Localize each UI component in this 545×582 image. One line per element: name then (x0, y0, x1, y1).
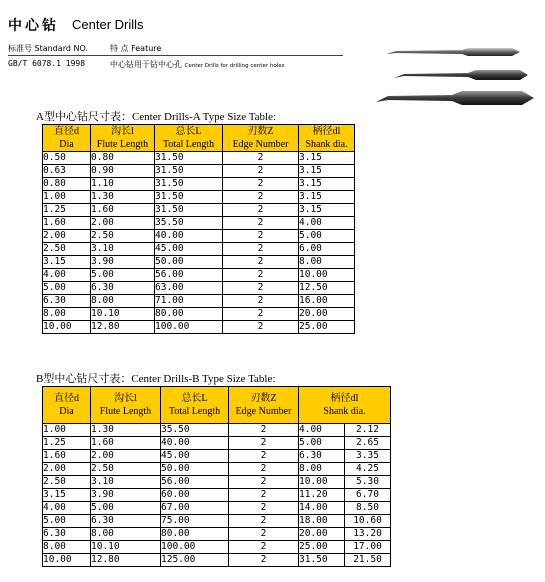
feature-label: 特 点 Feature (110, 44, 162, 53)
table-cell: 2 (229, 554, 299, 567)
table-cell: 2 (223, 321, 299, 334)
table-row (43, 528, 391, 541)
table-cell: 3.15 (299, 152, 355, 165)
table-cell: 50.00 (161, 463, 229, 476)
table-cell: 6.00 (299, 243, 355, 256)
table-cell: 2.50 (91, 463, 161, 476)
table-cell: 1.60 (91, 437, 161, 450)
table-cell: 12.80 (91, 554, 161, 567)
table-cell: 0.80 (43, 178, 91, 191)
table-row (43, 463, 391, 476)
table-cell: 2 (229, 437, 299, 450)
table-a (42, 124, 355, 334)
table-cell: 5.00 (43, 515, 91, 528)
table-cell: 67.00 (161, 502, 229, 515)
table-cell: 1.10 (91, 178, 155, 191)
table-cell: 2 (223, 269, 299, 282)
table-cell: 75.00 (161, 515, 229, 528)
table-cell: 2 (223, 178, 299, 191)
table-cell: 2 (229, 463, 299, 476)
table-row (43, 178, 355, 191)
table-cell: 25.00 (299, 541, 345, 554)
table-a-caption: A型中心钻尺寸表：Center Drills-A Type Size Table: (36, 111, 277, 123)
table-cell: 20.00 (299, 308, 355, 321)
table-cell: 10.00 (299, 476, 345, 489)
standard-value: GB/T 6078.1 1998 (8, 59, 86, 68)
table-cell: 8.50 (345, 502, 391, 515)
drill-bit-1 (386, 48, 520, 56)
table-cell: 3.15 (299, 191, 355, 204)
table-cell: 2.00 (43, 463, 91, 476)
table-cell: 2 (229, 476, 299, 489)
table-b-header-cell: 直径d Dia (43, 387, 91, 424)
table-row (43, 489, 391, 502)
table-cell: 31.50 (155, 152, 223, 165)
table-cell: 10.00 (299, 269, 355, 282)
table-cell: 2 (229, 528, 299, 541)
table-row (43, 204, 355, 217)
table-cell: 4.00 (299, 217, 355, 230)
table-cell: 0.90 (91, 165, 155, 178)
table-cell: 40.00 (161, 437, 229, 450)
table-cell: 1.60 (43, 450, 91, 463)
table-cell: 125.00 (161, 554, 229, 567)
table-cell: 2.12 (345, 424, 391, 437)
table-cell: 31.50 (155, 178, 223, 191)
feature-value-en: Center Drills for drilling center holes (184, 63, 285, 69)
table-cell: 3.15 (299, 165, 355, 178)
table-b-header-cell: 沟长l Flute Length (91, 387, 161, 424)
table-cell: 25.00 (299, 321, 355, 334)
table-row (43, 230, 355, 243)
table-cell: 2.00 (91, 217, 155, 230)
table-cell: 10.10 (91, 308, 155, 321)
table-b-header-row (43, 387, 391, 424)
table-a-header-row (43, 125, 355, 152)
table-b-caption: B型中心钻尺寸表：Center Drills-B Type Size Table: (36, 373, 276, 385)
table-cell: 8.00 (91, 528, 161, 541)
table-cell: 17.00 (345, 541, 391, 554)
table-row (43, 321, 355, 334)
table-b-body (43, 424, 391, 567)
table-cell: 3.15 (43, 489, 91, 502)
table-cell: 2 (229, 541, 299, 554)
header-divider (8, 55, 343, 56)
table-cell: 2 (223, 256, 299, 269)
table-cell: 71.00 (155, 295, 223, 308)
page-title-cn: 中心钻 (8, 18, 59, 34)
table-cell: 35.50 (155, 217, 223, 230)
table-a-body (43, 152, 355, 334)
table-cell: 16.00 (299, 295, 355, 308)
table-cell: 40.00 (155, 230, 223, 243)
table-cell: 2.65 (345, 437, 391, 450)
table-row (43, 541, 391, 554)
table-cell: 8.00 (299, 256, 355, 269)
table-cell: 13.20 (345, 528, 391, 541)
table-cell: 2.00 (43, 230, 91, 243)
table-row (43, 308, 355, 321)
table-b (42, 386, 391, 567)
table-cell: 0.80 (91, 152, 155, 165)
table-b-header-cell: 总长L Total Length (161, 387, 229, 424)
table-row (43, 502, 391, 515)
table-cell: 2 (223, 308, 299, 321)
table-cell: 10.00 (43, 321, 91, 334)
table-cell: 45.00 (155, 243, 223, 256)
table-row (43, 295, 355, 308)
table-cell: 6.30 (43, 528, 91, 541)
table-row (43, 191, 355, 204)
table-cell: 31.50 (155, 165, 223, 178)
table-row (43, 282, 355, 295)
center-drills-image (372, 40, 544, 112)
table-cell: 56.00 (161, 476, 229, 489)
table-cell: 4.00 (43, 269, 91, 282)
table-cell: 5.00 (91, 269, 155, 282)
table-cell: 21.50 (345, 554, 391, 567)
table-cell: 8.00 (43, 541, 91, 554)
table-row (43, 450, 391, 463)
table-row (43, 515, 391, 528)
table-cell: 31.50 (155, 191, 223, 204)
table-row (43, 217, 355, 230)
table-cell: 1.25 (43, 204, 91, 217)
table-cell: 100.00 (155, 321, 223, 334)
table-cell: 8.00 (91, 295, 155, 308)
table-row (43, 152, 355, 165)
table-cell: 6.30 (91, 515, 161, 528)
table-a-header-cell: 总长L Total Length (155, 125, 223, 152)
table-cell: 2 (223, 191, 299, 204)
table-a-header-cell: 直径d Dia (43, 125, 91, 152)
table-cell: 35.50 (161, 424, 229, 437)
feature-value (110, 59, 284, 70)
table-row (43, 256, 355, 269)
table-cell: 5.00 (43, 282, 91, 295)
table-cell: 5.00 (299, 437, 345, 450)
table-cell: 2 (223, 282, 299, 295)
table-cell: 2 (229, 424, 299, 437)
table-cell: 56.00 (155, 269, 223, 282)
table-cell: 2 (223, 230, 299, 243)
table-cell: 2 (223, 295, 299, 308)
table-cell: 1.60 (91, 204, 155, 217)
table-cell: 3.10 (91, 243, 155, 256)
table-cell: 45.00 (161, 450, 229, 463)
table-row (43, 243, 355, 256)
table-cell: 2.50 (43, 243, 91, 256)
drill-bit-2 (394, 70, 528, 80)
table-cell: 11.20 (299, 489, 345, 502)
table-cell: 5.00 (91, 502, 161, 515)
table-cell: 10.60 (345, 515, 391, 528)
table-cell: 4.00 (299, 424, 345, 437)
table-cell: 3.90 (91, 256, 155, 269)
table-row (43, 476, 391, 489)
table-row (43, 269, 355, 282)
table-cell: 3.10 (91, 476, 161, 489)
table-cell: 1.60 (43, 217, 91, 230)
table-row (43, 165, 355, 178)
table-row (43, 554, 391, 567)
table-cell: 10.10 (91, 541, 161, 554)
table-cell: 4.00 (43, 502, 91, 515)
drill-bit-3 (376, 91, 534, 105)
table-b-header-cell: 柄径dl Shank dia. (299, 387, 391, 424)
table-cell: 2.00 (91, 450, 161, 463)
table-cell: 8.00 (299, 463, 345, 476)
table-cell: 12.50 (299, 282, 355, 295)
table-cell: 1.00 (43, 424, 91, 437)
table-a-header-cell: 柄径dl Shank dia. (299, 125, 355, 152)
table-cell: 100.00 (161, 541, 229, 554)
table-cell: 6.30 (91, 282, 155, 295)
table-cell: 6.70 (345, 489, 391, 502)
table-cell: 14.00 (299, 502, 345, 515)
table-cell: 1.30 (91, 191, 155, 204)
table-cell: 2 (223, 243, 299, 256)
table-cell: 2 (229, 489, 299, 502)
table-cell: 8.00 (43, 308, 91, 321)
table-cell: 2.50 (43, 476, 91, 489)
table-cell: 2 (223, 152, 299, 165)
table-cell: 3.15 (43, 256, 91, 269)
table-cell: 60.00 (161, 489, 229, 502)
table-cell: 80.00 (155, 308, 223, 321)
table-cell: 2 (223, 217, 299, 230)
table-cell: 2 (223, 204, 299, 217)
table-cell: 1.00 (43, 191, 91, 204)
table-cell: 3.90 (91, 489, 161, 502)
table-cell: 3.35 (345, 450, 391, 463)
table-cell: 18.00 (299, 515, 345, 528)
table-row (43, 437, 391, 450)
table-cell: 6.30 (299, 450, 345, 463)
table-cell: 3.15 (299, 204, 355, 217)
table-cell: 2 (229, 502, 299, 515)
table-a-header-cell: 沟长l Flute Length (91, 125, 155, 152)
table-b-header-cell: 刃数Z Edge Number (229, 387, 299, 424)
table-cell: 10.00 (43, 554, 91, 567)
feature-value-cn: 中心钻用于钻中心孔 (110, 60, 182, 69)
table-cell: 6.30 (43, 295, 91, 308)
table-cell: 12.80 (91, 321, 155, 334)
table-cell: 63.00 (155, 282, 223, 295)
table-cell: 5.30 (345, 476, 391, 489)
table-cell: 0.50 (43, 152, 91, 165)
table-cell: 50.00 (155, 256, 223, 269)
table-cell: 80.00 (161, 528, 229, 541)
table-cell: 31.50 (155, 204, 223, 217)
table-cell: 20.00 (299, 528, 345, 541)
table-cell: 1.30 (91, 424, 161, 437)
table-a-header-cell: 刃数Z Edge Number (223, 125, 299, 152)
table-cell: 0.63 (43, 165, 91, 178)
standard-label: 标准号 Standard NO. (8, 44, 88, 53)
table-cell: 1.25 (43, 437, 91, 450)
table-cell: 4.25 (345, 463, 391, 476)
page-title-en: Center Drills (72, 17, 144, 32)
table-cell: 2.50 (91, 230, 155, 243)
table-cell: 5.00 (299, 230, 355, 243)
table-cell: 2 (229, 515, 299, 528)
table-cell: 2 (229, 450, 299, 463)
table-cell: 3.15 (299, 178, 355, 191)
table-cell: 2 (223, 165, 299, 178)
table-row (43, 424, 391, 437)
table-cell: 31.50 (299, 554, 345, 567)
